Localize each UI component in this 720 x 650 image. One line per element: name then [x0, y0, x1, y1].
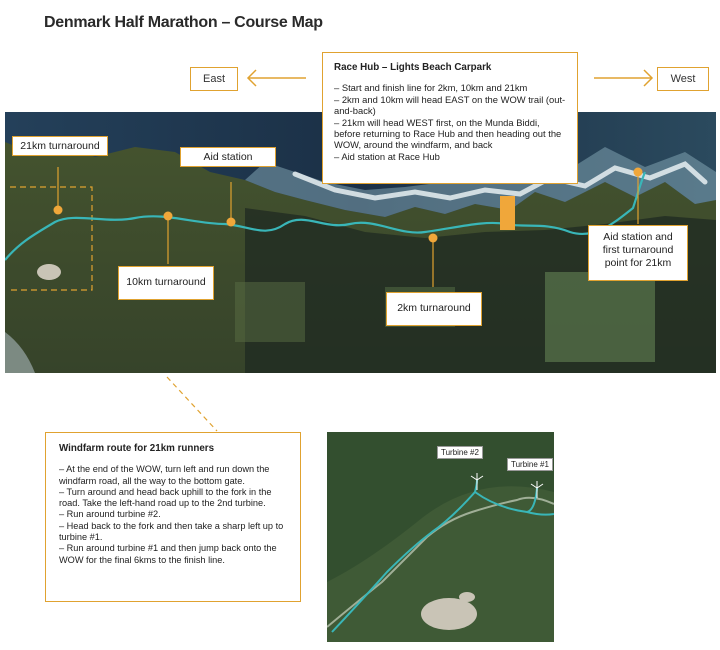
marker-21km-turnaround [54, 206, 63, 215]
label-10km-turnaround: 10km turnaround [118, 266, 214, 300]
label-aid-first-turnaround: Aid station and first turnaround point for 21km [588, 225, 688, 281]
windfarm-step: – Turn around and head back uphill to the fork in the road. Take the left-hand road up to the 2nd turbine. [59, 487, 290, 510]
label-aid-station: Aid station [180, 147, 276, 167]
farmland [545, 272, 655, 362]
marker-aid-station [227, 218, 236, 227]
east-label: East [190, 67, 238, 91]
arrow-right-icon [592, 67, 656, 89]
windfarm-title: Windfarm route for 21km runners [59, 443, 215, 454]
quarry [37, 264, 61, 280]
arrow-left-icon [244, 67, 308, 89]
race-hub-notes [334, 82, 567, 162]
label-21km-turnaround: 21km turnaround [12, 136, 108, 156]
windfarm-step: – Head back to the fork and then take a sharp left up to turbine #1. [59, 521, 290, 544]
page-title: Denmark Half Marathon – Course Map [44, 14, 323, 31]
race-hub-note: – Start and finish line for 2km, 10km and 21km [334, 82, 567, 93]
label-2km-turnaround: 2km turnaround [386, 292, 482, 326]
race-hub-marker [500, 196, 515, 230]
windfarm-card [45, 432, 301, 602]
windfarm-step: – Run around turbine #2. [59, 509, 290, 520]
marker-10km-turnaround [164, 212, 173, 221]
marker-aid-first-turnaround [634, 168, 643, 177]
race-hub-note: – 2km and 10km will head EAST on the WOW trail (out-and-back) [334, 94, 567, 117]
race-hub-title: Race Hub – Lights Beach Carpark [334, 62, 492, 73]
turbine-2-label: Turbine #2 [437, 446, 483, 459]
windfarm-connector [165, 375, 225, 435]
windfarm-inset-map [327, 432, 554, 642]
windfarm-step: – At the end of the WOW, turn left and run down the windfarm road, all the way to the bottom gate. [59, 464, 290, 487]
turbine-1-label: Turbine #1 [507, 458, 553, 471]
marker-2km-turnaround [429, 234, 438, 243]
race-hub-note: – 21km will head WEST first, on the Munda Biddi, before returning to Race Hub and then heading out the WOW, around the windfarm, and back [334, 117, 567, 151]
inset-quarry [459, 592, 475, 602]
race-hub-card [322, 52, 578, 184]
windfarm-step: – Run around turbine #1 and then jump back onto the WOW for the final 6kms to the finish line. [59, 543, 290, 566]
west-label: West [657, 67, 709, 91]
windfarm-steps [59, 464, 290, 566]
inset-quarry [421, 598, 477, 630]
race-hub-note: – Aid station at Race Hub [334, 151, 567, 162]
clearing [235, 282, 305, 342]
